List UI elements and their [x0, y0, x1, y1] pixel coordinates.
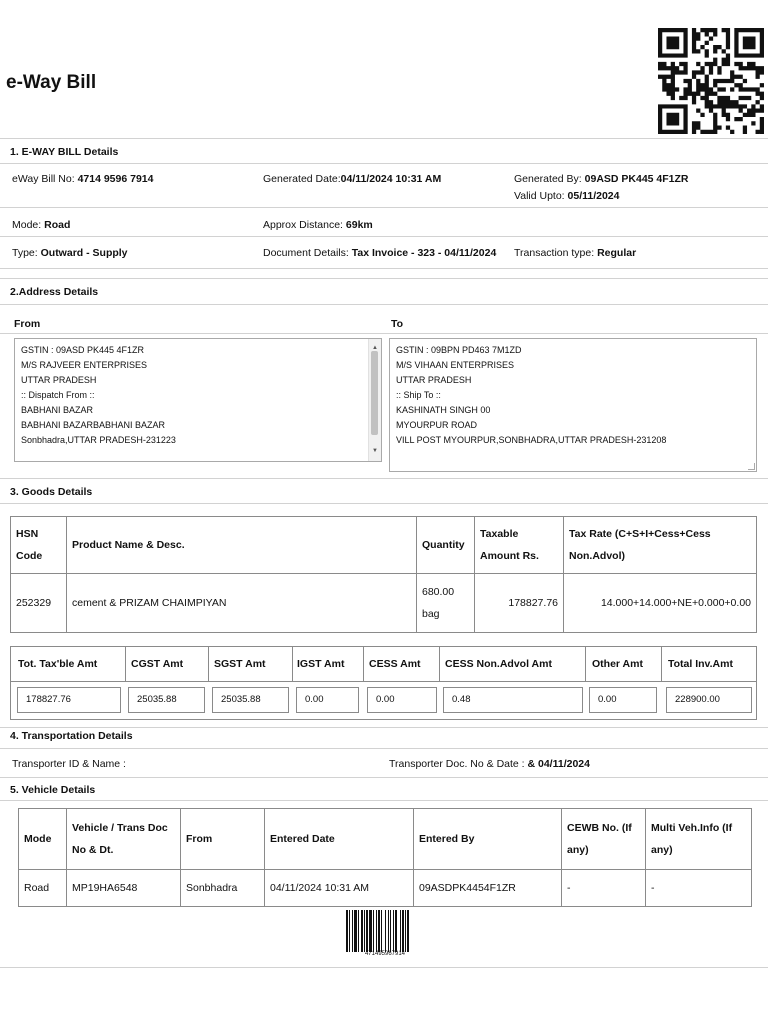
vehicle-header-row	[19, 809, 752, 870]
divider	[0, 777, 768, 778]
tax-rate-cell: 14.000+14.000+NE+0.000+0.00	[564, 574, 757, 633]
column-header: Multi Veh.Info (If any)	[646, 809, 752, 870]
type-label: Type:	[12, 247, 38, 259]
table-row	[19, 870, 752, 907]
divider	[0, 503, 768, 504]
valid-upto-label: Valid Upto:	[514, 190, 565, 202]
totals-header: SGST Amt	[214, 658, 266, 670]
totals-panel	[10, 646, 757, 720]
column-header: Vehicle / Trans Doc No & Dt.	[67, 809, 181, 870]
distance-field	[263, 219, 373, 231]
scrollbar[interactable]	[368, 339, 381, 461]
column-header: HSN Code	[11, 517, 67, 574]
column-header: Quantity	[417, 517, 475, 574]
divider	[0, 967, 768, 968]
cess-field: 0.00	[367, 687, 437, 713]
divider	[0, 207, 768, 208]
divider	[0, 268, 768, 269]
scroll-up-arrow-icon[interactable]: ▲	[372, 345, 378, 351]
document-details-value: Tax Invoice - 323 - 04/11/2024	[351, 247, 497, 259]
bill-no-label: eWay Bill No:	[12, 173, 75, 185]
transporter-doc-value: & 04/11/2024	[527, 758, 590, 770]
quantity-cell: 680.00 bag	[417, 574, 475, 633]
generated-date-value: 04/11/2024 10:31 AM	[340, 173, 442, 185]
divider	[585, 647, 586, 681]
divider	[0, 138, 768, 139]
document-details-label: Document Details:	[263, 247, 349, 259]
from-line: UTTAR PRADESH	[21, 375, 97, 385]
valid-upto-field	[514, 190, 620, 202]
from-line: M/S RAJVEER ENTERPRISES	[21, 360, 148, 370]
from-line: BABHANI BAZAR	[21, 405, 94, 415]
divider	[661, 647, 662, 681]
transaction-type-value: Regular	[597, 247, 637, 259]
divider	[11, 681, 756, 682]
product-cell: cement & PRIZAM CHAIMPIYAN	[67, 574, 417, 633]
divider	[0, 304, 768, 305]
divider	[0, 800, 768, 801]
column-header: Taxable Amount Rs.	[475, 517, 564, 574]
entered-by-cell: 09ASDPK4454F1ZR	[414, 870, 562, 907]
to-line: KASHINATH SINGH 00	[396, 405, 491, 415]
cgst-field: 25035.88	[128, 687, 205, 713]
generated-by-value: 09ASD PK445 4F1ZR	[584, 173, 689, 185]
transporter-doc-label: Transporter Doc. No & Date :	[389, 758, 525, 770]
section-title-vehicle: 5. Vehicle Details	[10, 784, 96, 796]
resize-grip-icon[interactable]	[748, 463, 755, 470]
column-header: CEWB No. (If any)	[562, 809, 646, 870]
to-line: UTTAR PRADESH	[396, 375, 472, 385]
transporter-id-field	[12, 758, 126, 770]
column-header: Entered Date	[265, 809, 414, 870]
column-header: Tax Rate (C+S+I+Cess+Cess Non.Advol)	[564, 517, 757, 574]
hsn-cell: 252329	[11, 574, 67, 633]
section-title-ewb: 1. E-WAY BILL Details	[10, 146, 119, 158]
divider	[0, 278, 768, 279]
mode-cell: Road	[19, 870, 67, 907]
column-header: Entered By	[414, 809, 562, 870]
to-line: GSTIN : 09BPN PD463 7M1ZD	[396, 345, 522, 355]
to-line: MYOURPUR ROAD	[396, 420, 478, 430]
from-label: From	[14, 318, 41, 330]
column-header: From	[181, 809, 265, 870]
transporter-id-label: Transporter ID & Name :	[12, 758, 126, 770]
from-line: GSTIN : 09ASD PK445 4F1ZR	[21, 345, 145, 355]
from-line: :: Dispatch From ::	[21, 390, 95, 400]
totals-header: IGST Amt	[297, 658, 345, 670]
mode-value: Road	[44, 219, 71, 231]
valid-upto-value: 05/11/2024	[567, 190, 620, 202]
mode-label: Mode:	[12, 219, 42, 231]
totals-header: Other Amt	[592, 658, 643, 670]
totals-header: Total Inv.Amt	[668, 658, 733, 670]
from-line: BABHANI BAZARBABHANI BAZAR	[21, 420, 166, 430]
totals-header: CESS Non.Advol Amt	[445, 658, 552, 670]
distance-label: Approx Distance:	[263, 219, 343, 231]
to-address-textarea[interactable]	[389, 338, 757, 472]
igst-field: 0.00	[296, 687, 359, 713]
section-title-goods: 3. Goods Details	[10, 486, 93, 498]
scroll-thumb[interactable]	[371, 351, 378, 435]
entered-date-cell: 04/11/2024 10:31 AM	[265, 870, 414, 907]
to-line: VILL POST MYOURPUR,SONBHADRA,UTTAR PRADESH-231208	[396, 435, 667, 445]
goods-table	[10, 516, 757, 633]
generated-by-field	[514, 173, 689, 185]
to-line: :: Ship To ::	[396, 390, 441, 400]
section-title-address: 2.Address Details	[10, 286, 99, 298]
column-header: Mode	[19, 809, 67, 870]
barcode-number: 471495967914	[364, 951, 406, 957]
divider	[125, 647, 126, 681]
total-invoice-field: 228900.00	[666, 687, 752, 713]
type-field	[12, 247, 128, 259]
divider	[0, 163, 768, 164]
section-title-transportation: 4. Transportation Details	[10, 730, 133, 742]
bill-no-field	[12, 173, 153, 185]
page-title: e-Way Bill	[6, 72, 97, 93]
totals-header: CESS Amt	[369, 658, 421, 670]
taxable-cell: 178827.76	[475, 574, 564, 633]
multi-vehicle-cell: -	[646, 870, 752, 907]
cewb-cell: -	[562, 870, 646, 907]
bill-no-value: 4714 9596 7914	[77, 173, 154, 185]
divider	[292, 647, 293, 681]
distance-value: 69km	[345, 219, 373, 231]
divider	[0, 478, 768, 479]
divider	[0, 236, 768, 237]
type-value: Outward - Supply	[40, 247, 128, 259]
vehicle-table	[18, 808, 752, 907]
mode-field	[12, 219, 70, 231]
sgst-field: 25035.88	[212, 687, 289, 713]
to-line: M/S VIHAAN ENTERPRISES	[396, 360, 515, 370]
column-header: Product Name & Desc.	[67, 517, 417, 574]
from-address-textarea[interactable]	[14, 338, 382, 462]
scroll-down-arrow-icon[interactable]: ▼	[372, 448, 378, 454]
vehicle-no-cell: MP19HA6548	[67, 870, 181, 907]
document-details-field	[263, 247, 496, 259]
divider	[439, 647, 440, 681]
to-label: To	[391, 318, 404, 330]
total-taxable-field: 178827.76	[17, 687, 121, 713]
generated-date-label: Generated Date:	[263, 173, 341, 185]
divider	[0, 748, 768, 749]
goods-header-row	[11, 517, 757, 574]
divider	[363, 647, 364, 681]
generated-date-field	[263, 173, 441, 185]
barcode-icon	[346, 910, 424, 952]
divider	[0, 727, 768, 728]
divider	[208, 647, 209, 681]
generated-by-label: Generated By:	[514, 173, 582, 185]
from-cell: Sonbhadra	[181, 870, 265, 907]
totals-header: CGST Amt	[131, 658, 184, 670]
cess-non-advol-field: 0.48	[443, 687, 583, 713]
transporter-doc-field	[389, 758, 590, 770]
transaction-type-field	[514, 247, 636, 259]
from-line: Sonbhadra,UTTAR PRADESH-231223	[21, 435, 176, 445]
totals-header: Tot. Tax'ble Amt	[18, 658, 98, 670]
table-row	[11, 574, 757, 633]
divider	[0, 333, 768, 334]
other-amount-field: 0.00	[589, 687, 657, 713]
transaction-type-label: Transaction type:	[514, 247, 595, 259]
qr-code-icon	[658, 28, 764, 134]
